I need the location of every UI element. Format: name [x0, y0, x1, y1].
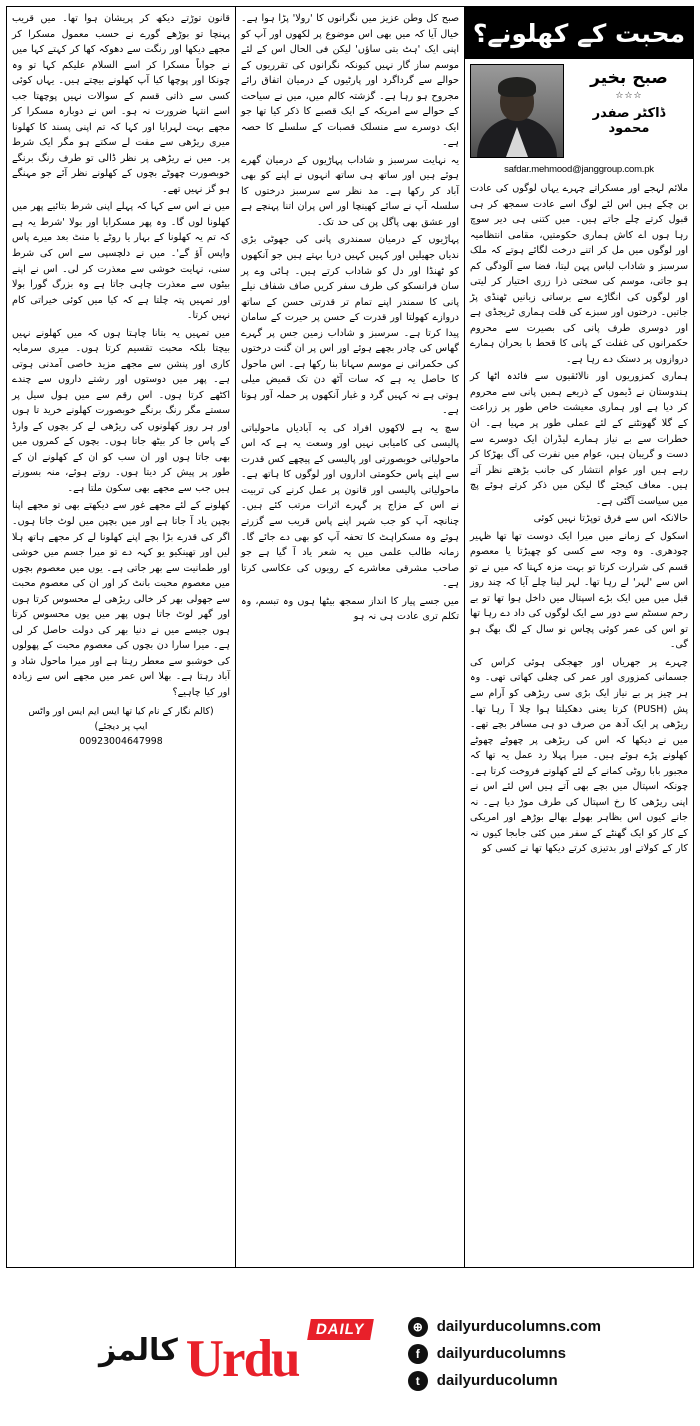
paragraph: ہماری کمزوریوں اور نالائقیوں سے فائدہ اٹھا کر ہندوستان نے ڈیموں کے ذریعے ہمیں پانی سے محروم کر دیا ہے اور ہماری معیشت خاص طور پر زراعت کے گلا گھونٹنے کے لئے عملی طور پر مہیا ہے۔ ان خطرات سے بے نیاز ہمارے لیڈران ایک دوسرے سے دست و گریبان ہیں، عوام میں نفرت کی آگ بھڑکا کر رہے ہیں اور عوام انتشار کی جانب بڑھتے نظر آتے ہیں۔ معاف کیجئے گا لیکن میں ذکر کرتے ہوئے پچ میں سیاست آگئی ہے۔ [470, 371, 688, 507]
author-block [470, 64, 688, 158]
column-name: صبح بخیر [590, 68, 668, 88]
site-logo[interactable] [99, 1317, 382, 1391]
page-title: محبت کے کھلونے؟ [472, 18, 686, 48]
paragraph: قانون توڑتے دیکھ کر پریشان ہوا تھا۔ میں قریب پہنچا تو بوڑھے گورے نے حسب معمول مسکرا کر مجھے دیکھا اور رنگت سے دھوکہ کھا کر کہتے کہا میں نے جواباً مسکرا کر اسے السلام علیکم کہا تو وہ چونکا اور پوچھا کیا آپ کھلونے بیچتے ہیں۔ یہاں کوئی کسی سے ذاتی قسم کے سوالات نہیں پوچھتا جب اسے انتہا ضرورت نہ ہو۔ اس نے دوبارہ مسکرا کر مجھے بہت لہرایا اور کہا کہ تم اپنی پسند کا کھلونا میری ریڑھی سے مفت لے سکتے ہو مگر ایک شرط پر۔ میں نے ریڑھی پر نظر ڈالی تو طرف رنگ برنگے خوبصورت چھوٹے بچوں کے کھلونے نظر آئے جو مہنگے ہو گز نہیں تھے۔ [12, 13, 230, 195]
logo-urdu-word: کالمز [99, 1333, 178, 1368]
signature-line: 00923004647998 [79, 736, 163, 748]
facebook-icon: f [408, 1344, 428, 1364]
social-links [408, 1317, 601, 1391]
column-left [7, 7, 235, 1267]
logo-urdu-latin: Urdu [185, 1329, 299, 1388]
paragraph: اسکول کے زمانے میں میرا ایک دوست تھا تھا ظہیر چودھری۔ وہ وجہ سے کسی کو چھیڑتا یا معصوم قسم کی شرارت کرتا تو بہت مزہ کہتا کہ میں نے تو اس سے 'لہر' لے رہا تھا۔ لہر لینا چلے آیا کہ چند روز قبل میں میں ایک بڑے اسپتال میں داخل ہوا تھا تو بے رحم سسٹم سے دور سے ایک لوگوں کی داد دے رہا تھا تو اس کی عمر کوئی پچاس نو سال کے لگ بھگ ہو گی۔ [470, 530, 688, 651]
social-link-facebook[interactable] [408, 1344, 601, 1364]
paragraph: یہ نہایت سرسبز و شاداب پہاڑیوں کے درمیان گھرے ہوئے ہیں اور ساتھ ہی ساتھ انہوں نے اپنے کو بھی آباد کر رکھا ہے۔ مد نظر سے سرسبز درختوں کا سلسلہ آپ نے سائے کھینچا اور اس پران اتنا پہنچے ہے اور عشق بھی پاگل پن کی حد تک۔ [241, 154, 459, 228]
paragraph: سچ یہ ہے لاکھوں افراد کی یہ آبادیاں ماحولیاتی پالیسی کی کامیابی نہیں اور وسعت یہ ہے کہ اس ماحولیاتی خوبصورتی اور پالیسی کے پیچھے کس قدرت سے اپنے پاس حکومتی اداروں اور لوگوں کا ہاتھ ہے۔ ماحولیاتی پالیسی اور قانون پر عمل کرنے کی تربیت نے اس کے مزاج پر گہرے اثرات مرتب کئے ہیں۔ چنانچہ آپ کو جب شہر اپنے پاس قریب سے گزرتے ہوئے وہ مسکراہٹ کا تحفہ آپ کو بھی دے جائے گا۔ زمانہ طالب علمی میں یہ شعر یاد آ گیا ہے جو صاحب مشرقی معاشرے کے رویوں کی عکاسی کرتا ہے۔ [241, 422, 459, 590]
social-facebook-text: dailyurducolumns [436, 1345, 566, 1362]
signature-line: (کالم نگار کے نام کیا تھا ایس ایم ایس اور واٹس [28, 706, 214, 718]
twitter-icon: t [408, 1371, 428, 1391]
logo-latin [186, 1317, 382, 1391]
signature-line: ایپ پر دیجئے) [94, 721, 148, 733]
author-email: safdar.mehmood@janggroup.com.pk [504, 164, 654, 175]
stars-decoration: ☆☆☆ [615, 91, 643, 101]
article-body-left [12, 11, 230, 700]
paragraph: میں جسے پیار کا انداز سمجھ بیٹھا ہوں وہ تبسم، وہ تکلم تری عادت ہی نہ ہو [241, 595, 459, 623]
author-meta [570, 64, 688, 136]
column-middle [235, 7, 464, 1267]
social-twitter-text: dailyurducolumn [436, 1372, 558, 1389]
author-signature [12, 704, 230, 749]
footer-inner [0, 1309, 700, 1391]
paragraph: میں تمہیں یہ بتانا چاہتا ہوں کہ میں کھلونے نہیں بیچتا بلکہ محبت تقسیم کرتا ہوں۔ میری سرمایہ کاری اور پنشن سے مجھے مزید خاصی آمدنی ہوتی ہے۔ پھر میں دوستوں اور رشتے داروں سے چندے اکٹھے کرتا ہوں۔ اس رقم سے میں ہول سیل پر سستے مگر رنگ برنگے خوبصورت کھلونے خرید تا ہوں اور ہر روز کھلونوں کی ریڑھی لے کر بچوں کے وارڈ کے پاس جا کر بیٹھ جاتا ہوں۔ بچوں کے کمروں میں بھی جاتا ہوں اور ان سب کو ان کے کھلونے ان کے طور پر پیش کر دیتا ہوں۔ روتے ہوئے، منہ بسورتے ہیں جب سے مجھے بھی سکون ملتا ہے۔ [12, 327, 230, 494]
article-container [6, 6, 694, 1268]
author-name: ڈاکٹر صفدر محمود [592, 105, 666, 136]
paragraph: حالانکہ اس سے فرق توپڑتا نہیں کوئی [533, 513, 688, 525]
social-website-text: dailyurducolumns.com [436, 1318, 601, 1335]
paragraph: میں نے اس سے کہا کہ پہلے اپنی شرط بتائیے پھر میں کھلونا لوں گا۔ وہ پھر مسکرایا اور بولا 'شرط یہ ہے کہ تم یہ کھلونا کے بہار یا روٹے یا منٹ بعد میرے پاس واپس آؤ گے'۔ میں نے دلچسپی سے اس کی شرط سنی، نہایت خوشی سے معذرت کر لی۔ اس نے اپنے بیٹوں سے معذرت چاہی جاتا ہے وہ بزرگ گورا بولا اور تمہیں پتہ چلتا ہے کہ کیا میں کوئی خیراتی کام نہیں کرتا۔ [12, 201, 230, 322]
paragraph: پہاڑیوں کے درمیان سمندری پانی کی جھوٹی بڑی ندیاں جھیلیں اور کہیں کہیں دریا بہتے ہیں جو آنکھوں کو ٹھنڈا اور دل کو شاداب کرتے ہیں۔ ہائی وے پر سان فرانسکو کی طرف سفر کریں صاف شفاف نیلے پانی کا سمندر اپنے تمام تر قدرتی حسن کے ساتھ دروازے کھولتا اور قدرت کے حسن پر حیرت کے سامان پیدا کرتا ہے۔ سرسبز و شاداب زمین جس پر گہرے گھاس کی چادر بچھے ہوئے اور اس پر ان گنت درختوں کی حکمرانی نے موسم سہانا بنا رکھا ہے۔ اس ماحول کا حاصل یہ ہے کہ سات آٹھ دن تک قمیض میلی ہوتی ہے نہ کہیں گرد و غبار آنکھوں پر حملہ آور ہوتا ہے۔ [241, 234, 459, 417]
logo-daily-badge: DAILY [307, 1319, 373, 1340]
footer [0, 1272, 700, 1426]
paragraph: صبح کل وطن عزیز میں نگرانوں کا 'رولا' پڑا ہوا ہے۔ خیال آیا کہ میں بھی اس موضوع پر لکھوں اور آپ کو اپنی ایک 'ہٹ بتی ساؤں' لیکن فی الحال اس کے لئے موسم ساز گار نہیں کیونکہ نگرانوں کی تقرریوں کے حوالے سے گرداگرد اور پارٹیوں کے درمیان اتفاق رائے مجروح ہو رہا ہے۔ گزشتہ کالم میں، میں نے سیاحت کے حوالے سے امریکہ کے ایک قصبے کا ذکر کیا تھا جو ایک دوسرے سے منسلک قصبات کے سلسلے کا حصہ ہے۔ [241, 13, 459, 149]
photo-hair [498, 77, 536, 97]
article-body-right [470, 181, 688, 857]
article-body-middle [241, 11, 459, 625]
social-link-twitter[interactable] [408, 1371, 601, 1391]
paragraph: چہرے پر جھریاں اور جھجکی ہوئی کراس کی جسمانی کمزوری اور عمر کی چغلی کھاتی تھی۔ وہ ہر چیز پر بے نیاز ایک بڑی سی ریڑھی کو آرام سے پش (PUSH) کرتا یعنی دھکیلتا ہوا چلا آ رہا تھا۔ ریڑھی پر ایک آدھ من صرف دو ہی مسافر بچے تھے۔ میں نے دیکھا کہ اس کی ریڑھی پر چھوٹے چھوٹے کھلونے پڑے ہوئے ہیں۔ میرا پہلا رد عمل یہ تھا کہ مجبور بابا روٹی کمانے کے لئے کھلونے فروخت کرتا ہے۔ چونکہ اسپتال میں بچے بھی آتے ہیں اس لئے اس نے اپنی ریڑھی کا رخ اسپتال کی طرف موڑ دیا ہے۔ نہ جانے کیوں اس بظاہر بھولے بھالے بوڑھے اور امریکی کے کار کو ایک گھنٹے کے سفر میں کئی جابجا کیوں نہ کار کے کولاتے اور بدتیزی کرتے دیکھا تھا نے کسی کو [470, 656, 688, 855]
globe-icon: ⊕ [408, 1317, 428, 1337]
social-link-website[interactable] [408, 1317, 601, 1337]
author-photo [470, 64, 564, 158]
headline-bar [465, 7, 693, 59]
column-right [464, 7, 693, 1267]
paragraph: ملائم لہجے اور مسکراتے چہرے یہاں لوگوں کی عادت بن چکے ہیں اس لئے لوگ اسے عادت سمجھ کر ہی قبول کرتے چلے جاتے ہیں۔ میں کتنی ہی دیر سوچ رہا ہوں اے کاش ہماری حکومتیں، مقامی انتظامیہ اور لوگوں میں مل کر اتنے درخت لگائے ہوتے کہ ملک سرسبز و شاداب لباس پہن لیتا، فضا سے آلودگی کم ہو جاتی، موسم کی سختی ذرا زری اختیار کر لیتی اور لوگوں کی انگاڑے سے برساتی زبانیں ٹھنڈی پڑ جاتیں۔ درختوں اور سبزے کی قلت ہماری ٹریجڈی ہے اور دوسری طرف پانی کی بصیرت سے محروم حکمرانوں کی غفلت کے پانی کا قحط با بحران ہمارے دروازوں پر دستک دے رہا ہے۔ [470, 183, 688, 365]
paragraph: کھلونے کے لئے مجھے غور سے دیکھتے بھی تو مجھے اپنا بچپن یاد آ جاتا ہے اور میں بچپن میں لوٹ جاتا ہوں۔ اگر کی قدرے بڑا بچے اپنے کھلونا لے کر مجھے ہاتھ ہلا لیں اور تھینکیو یو کہہ دے تو میرا جسم میں خوشی اور طمانیت سے بھر جاتی ہے۔ یوں میں معصوم بچوں میں معصوم محبت بانٹ کر اور ان کی معصوم محبت سے جھولی بھر کر خالی ریڑھی لے محسوس کرتا ہوں اور گھر لوٹ جاتا ہوں پھر میں یوں محسوس کرتا ہوں جیسے میں نے دنیا بھر کی دولت حاصل کر لی ہے۔ میرا سارا دن بچوں کی معصوم محبت کے پھولوں کی خوشبو سے معطر رہتا ہے اور میرا ماحول شاد و آباد رہتا ہے۔ بھلا اس عمر میں مجھے اس سے زیادہ اور کیا چاہیے؟ [12, 500, 230, 698]
